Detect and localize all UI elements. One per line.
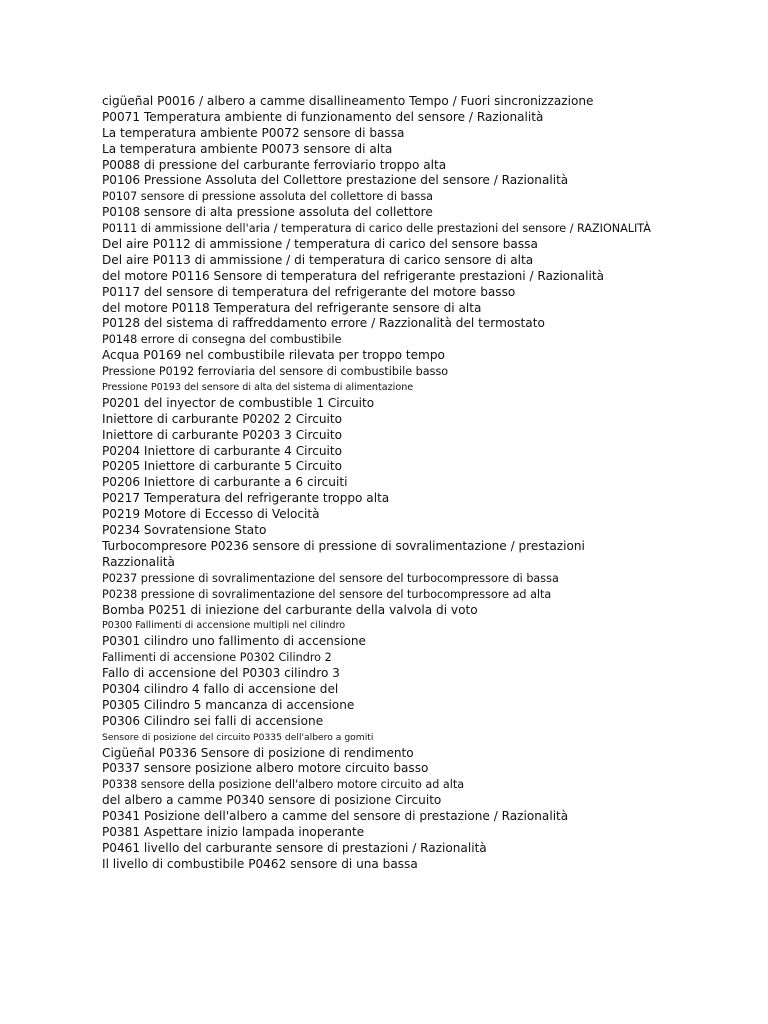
text-line: Il livello di combustibile P0462 sensore di una bassa bbox=[102, 856, 418, 871]
text-line: P0117 del sensore di temperatura del refrigerante del motore basso bbox=[102, 284, 516, 299]
text-line: del motore P0116 Sensore di temperatura del refrigerante prestazioni / Razionalità bbox=[102, 268, 605, 283]
text-line: Del aire P0113 di ammissione / di temperatura di carico sensore di alta bbox=[102, 252, 534, 267]
text-line: P0071 Temperatura ambiente di funzionamento del sensore / Razionalità bbox=[102, 109, 544, 124]
text-line: Razzionalità bbox=[102, 554, 175, 569]
text-line: P0237 pressione di sovralimentazione del sensore del turbocompressore di bassa bbox=[102, 571, 559, 585]
text-line: P0128 del sistema di raffreddamento errore / Razzionalità del termostato bbox=[102, 316, 545, 331]
text-line: Fallimenti di accensione P0302 Cilindro 2 bbox=[102, 651, 332, 665]
text-line: P0219 Motore di Eccesso di Velocità bbox=[102, 507, 320, 522]
text-line: P0341 Posizione dell'albero a camme del sensore di prestazione / Razionalità bbox=[102, 809, 569, 824]
text-line: La temperatura ambiente P0073 sensore di alta bbox=[102, 141, 393, 156]
text-line: Fallo di accensione del P0303 cilindro 3 bbox=[102, 666, 340, 681]
text-line: P0106 Pressione Assoluta del Collettore prestazione del sensore / Razionalità bbox=[102, 173, 569, 188]
text-line: Pressione P0192 ferroviaria del sensore di combustibile basso bbox=[102, 365, 449, 379]
text-line: P0148 errore di consegna del combustibile bbox=[102, 333, 342, 347]
text-line: Iniettore di carburante P0203 3 Circuito bbox=[102, 427, 343, 442]
text-line: P0306 Cilindro sei falli di accensione bbox=[102, 713, 324, 728]
text-line: P0238 pressione di sovralimentazione del sensore del turbocompressore ad alta bbox=[102, 587, 552, 601]
text-line: La temperatura ambiente P0072 sensore di bassa bbox=[102, 125, 405, 140]
text-line: P0108 sensore di alta pressione assoluta del collettore bbox=[102, 205, 433, 220]
text-line: del motore P0118 Temperatura del refrigerante sensore di alta bbox=[102, 300, 482, 315]
text-line: Sensore di posizione del circuito P0335 dell'albero a gomiti bbox=[102, 731, 374, 743]
text-line: del albero a camme P0340 sensore di posizione Circuito bbox=[102, 793, 442, 808]
text-line: P0337 sensore posizione albero motore circuito basso bbox=[102, 761, 429, 776]
text-line: Pressione P0193 del sensore di alta del sistema di alimentazione bbox=[102, 382, 414, 394]
text-line: P0111 di ammissione dell'aria / temperatura di carico delle prestazioni del sensore / RAZIONALITÀ bbox=[102, 222, 651, 236]
text-line: P0217 Temperatura del refrigerante troppo alta bbox=[102, 491, 390, 506]
text-line: Cigüeñal P0336 Sensore di posizione di rendimento bbox=[102, 745, 414, 760]
text-line: P0305 Cilindro 5 mancanza di accensione bbox=[102, 697, 355, 712]
text-line: cigüeñal P0016 / albero a camme disallineamento Tempo / Fuori sincronizzazione bbox=[102, 94, 594, 108]
text-line: Turbocompresore P0236 sensore di pressione di sovralimentazione / prestazioni bbox=[102, 538, 585, 553]
text-line: P0234 Sovratensione Stato bbox=[102, 523, 267, 538]
text-line: P0201 del inyector de combustible 1 Circuito bbox=[102, 395, 375, 410]
text-line: P0461 livello del carburante sensore di prestazioni / Razionalità bbox=[102, 840, 487, 855]
text-line: P0338 sensore della posizione dell'albero motore circuito ad alta bbox=[102, 778, 465, 792]
text-line: P0304 cilindro 4 fallo di accensione del bbox=[102, 681, 339, 696]
text-line: Bomba P0251 di iniezione del carburante della valvola di voto bbox=[102, 602, 478, 617]
text-line: Acqua P0169 nel combustibile rilevata per troppo tempo bbox=[102, 348, 445, 363]
text-line: Iniettore di carburante P0202 2 Circuito bbox=[102, 411, 343, 426]
document-text bbox=[102, 94, 742, 873]
text-line: Del aire P0112 di ammissione / temperatura di carico del sensore bassa bbox=[102, 237, 538, 252]
text-line: P0300 Fallimenti di accensione multipli nel cilindro bbox=[102, 620, 346, 632]
text-line: P0205 Iniettore di carburante 5 Circuito bbox=[102, 459, 343, 474]
text-line: P0301 cilindro uno fallimento di accensione bbox=[102, 634, 366, 649]
text-line: P0204 Iniettore di carburante 4 Circuito bbox=[102, 443, 343, 458]
text-line: P0381 Aspettare inizio lampada inoperante bbox=[102, 824, 365, 839]
text-line: P0107 sensore di pressione assoluta del collettore di bassa bbox=[102, 190, 434, 204]
text-line: P0206 Iniettore di carburante a 6 circuiti bbox=[102, 475, 348, 490]
text-line: P0088 di pressione del carburante ferroviario troppo alta bbox=[102, 157, 447, 172]
